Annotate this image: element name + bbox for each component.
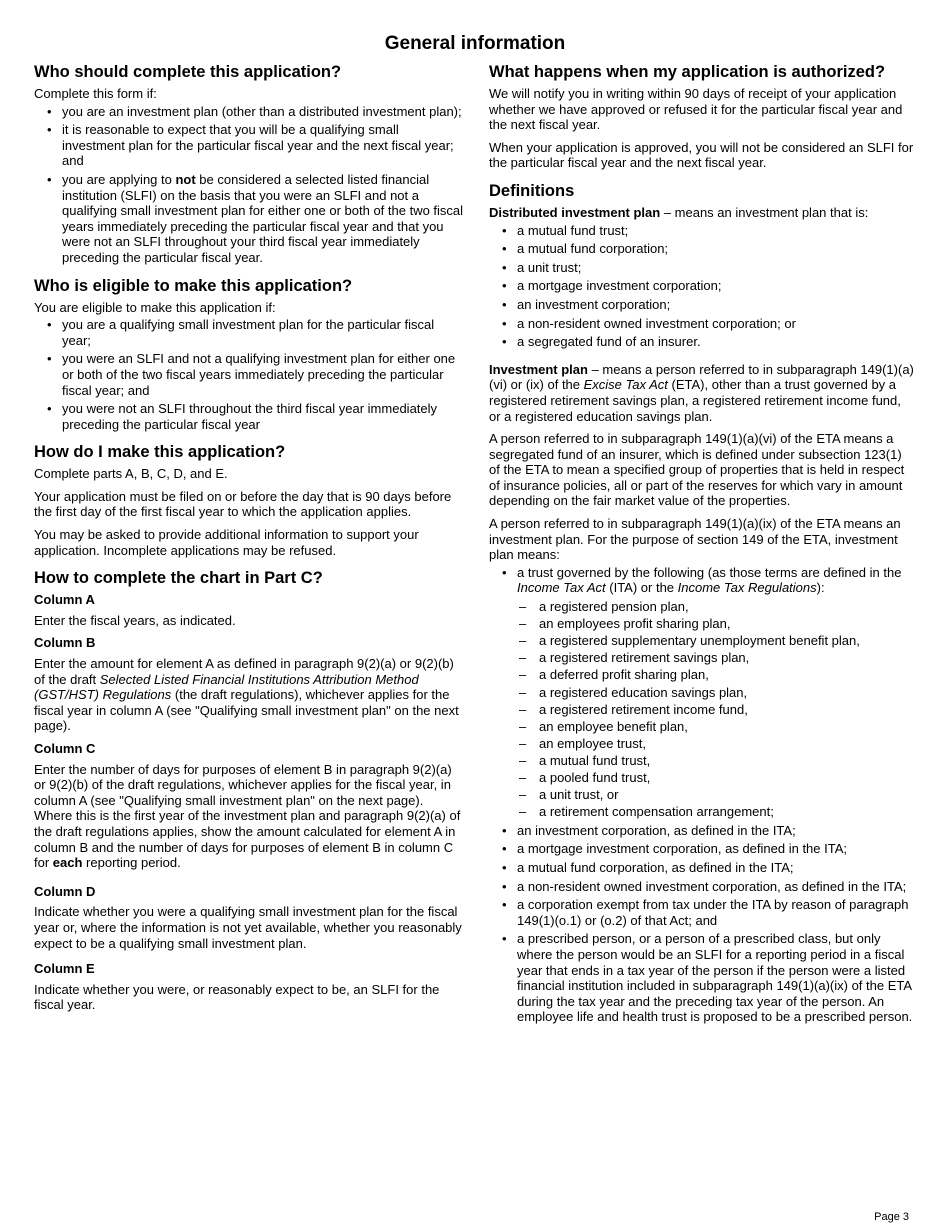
column-d-heading: Column D <box>34 883 96 899</box>
list-item: – a registered education savings plan, <box>539 685 914 701</box>
list-item: • a mutual fund corporation; <box>517 241 914 257</box>
list-item <box>517 565 914 820</box>
list-item: • a non-resident owned investment corporation; or <box>517 316 914 332</box>
list-item: – an employee benefit plan, <box>539 719 914 735</box>
list-item: – a unit trust, or <box>539 787 914 803</box>
column-e-text: Indicate whether you were, or reasonably expect to be, an SLFI for the fiscal year. <box>34 981 440 1013</box>
act-title: Income Tax Act <box>517 580 606 596</box>
left-column <box>34 62 464 1020</box>
who-eligible-intro: You are eligible to make this application if: <box>34 299 276 315</box>
column-c-text-part: Enter the number of days for purposes of element B in paragraph 9(2)(a) or 9(2)(b) of the draft regulations, whichever applies for the fiscal year, in column A (see "Qualifying small investment plan" on the next page). Where this is the first year of the investment plan and paragraph 9(2)(a) of the draft regulations applies, show the amount calculated for element A in column B and the number of days for purposes of element B in column C for <box>34 761 461 871</box>
how-chart-section <box>34 568 464 1013</box>
who-should-complete-heading: Who should complete this application? <box>34 63 342 81</box>
list-item: • a mortgage investment corporation, as defined in the ITA; <box>517 841 914 857</box>
column-a-heading: Column A <box>34 592 95 608</box>
list-item: • you were an SLFI and not a qualifying investment plan for either one or both of the two fiscal years immediately preceding the particular fiscal year; and <box>62 351 464 398</box>
column-a-text: Enter the fiscal years, as indicated. <box>34 612 236 628</box>
authorized-text: We will notify you in writing within 90 days of receipt of your application whether we have approved or refused it for the particular fiscal year and the next fiscal year. <box>489 86 903 133</box>
authorized-text: When your application is approved, you will not be considered an SLFI for the particular fiscal year and the next fiscal year. <box>489 139 914 171</box>
definition-text: – means an investment plan that is: <box>660 204 869 220</box>
how-make-text: Complete parts A, B, C, D, and E. <box>34 466 228 482</box>
list-item: • a mutual fund trust; <box>517 223 914 239</box>
who-eligible-heading: Who is eligible to make this application? <box>34 276 353 295</box>
column-e-heading: Column E <box>34 961 95 977</box>
definition-term: Investment plan <box>489 361 588 377</box>
list-item: – a retirement compensation arrangement; <box>539 804 914 820</box>
list-item: – an employee trust, <box>539 736 914 752</box>
list-item-text: ): <box>816 580 825 596</box>
distributed-investment-plan-definition <box>489 205 914 221</box>
list-item: • a prescribed person, or a person of a prescribed class, but only where the person would be an SLFI for a reporting period in a fiscal year that ends in a tax year of the person if the person were a listed financial institution included in subparagraph 149(1)(a)(ix) of the ETA during the tax year and the preceding tax year of the person. An employee life and health trust is proposed to be a prescribed person. <box>517 931 914 1025</box>
how-make-text: You may be asked to provide additional information to support your application. Incomplete applications may be refused. <box>34 527 419 558</box>
list-item-text: a trust governed by the following (as those terms are defined in the <box>517 564 902 580</box>
column-b-heading: Column B <box>34 635 96 651</box>
column-b-text-part: Enter the amount for element A as defined in paragraph 9(2)(a) or 9(2)(b) of the draft <box>34 656 454 687</box>
definition-text: – means a person referred to in subparagraph 149(1)(a)(vi) or (ix) of the <box>489 361 914 393</box>
list-item: • an investment corporation; <box>517 297 914 313</box>
list-item: – a registered retirement income fund, <box>539 702 914 718</box>
investment-plan-list <box>489 565 914 1025</box>
list-item-text: you are applying to <box>62 171 176 187</box>
act-title: Excise Tax Act <box>583 377 668 393</box>
list-item: – a mutual fund trust, <box>539 753 914 769</box>
list-item: • a corporation exempt from tax under the ITA by reason of paragraph 149(1)(o.1) or (o.2) of that Act; and <box>517 897 914 928</box>
column-c-text <box>34 762 464 871</box>
how-make-text: Your application must be filed on or before the day that is 90 days before the first day of the first fiscal year to which the application applies. <box>34 488 452 520</box>
column-b-text <box>34 656 464 734</box>
list-item: • you were not an SLFI throughout the third fiscal year immediately preceding the particular fiscal year <box>62 401 464 432</box>
trust-types-list <box>517 599 914 820</box>
definition-text: (ETA), other than a trust governed by a registered retirement savings plan, a registered retirement income fund, or a registered education savings plan. <box>489 377 901 424</box>
list-item-text: (ITA) or the <box>605 580 678 596</box>
who-should-complete-intro: Complete this form if: <box>34 86 157 101</box>
list-item: • a unit trust; <box>517 260 914 276</box>
list-item: • a mortgage investment corporation; <box>517 278 914 294</box>
definitions-heading: Definitions <box>489 181 575 200</box>
page-number: Page 3 <box>874 1211 909 1223</box>
segregated-fund-paragraph: A person referred to in subparagraph 149(1)(a)(vi) of the ETA means a segregated fund of an insurer, which is defined under subsection 123(1) of the ETA to mean a specified group of properties that is held in respect of insurance policies, all or part of the reserves for which vary in amount depending on the fair market value of the properties. <box>489 431 905 509</box>
right-column <box>489 62 914 1032</box>
who-should-complete-section <box>34 62 464 266</box>
emphasis-not: not <box>175 171 196 187</box>
how-make-heading: How do I make this application? <box>34 443 286 462</box>
authorized-section <box>489 62 914 171</box>
list-item: • a mutual fund corporation, as defined in the ITA; <box>517 860 914 876</box>
investment-plan-paragraph: A person referred to in subparagraph 149(1)(a)(ix) of the ETA means an investment plan. For the purpose of section 149 of the ETA, investment plan means: <box>489 516 901 563</box>
definition-term: Distributed investment plan <box>489 204 661 220</box>
regulations-title: Selected Listed Financial Institutions Attribution Method (GST/HST) Regulations <box>34 671 419 703</box>
column-c-heading: Column C <box>34 741 96 756</box>
page-title: General information <box>384 33 566 54</box>
column-c-text-part: reporting period. <box>82 855 181 871</box>
list-item: – a registered retirement savings plan, <box>539 650 914 666</box>
column-d-text: Indicate whether you were a qualifying small investment plan for the fiscal year or, where the information is not yet available, whether you reasonably expect to be a qualifying small investment plan. <box>34 904 462 951</box>
list-item <box>62 172 464 266</box>
list-item: – an employees profit sharing plan, <box>539 616 914 632</box>
investment-plan-definition <box>489 362 914 424</box>
who-eligible-list <box>34 317 464 432</box>
list-item: – a pooled fund trust, <box>539 770 914 786</box>
list-item-text: be considered a selected listed financial institution (SLFI) on the basis that you were an SLFI and not a qualifying small investment plan for either one or both of the two fiscal years immediately preceding the particular fiscal year and that you were not an SLFI throughout your third fiscal year immediately preceding the particular fiscal year. <box>62 171 464 265</box>
list-item: • a non-resident owned investment corporation, as defined in the ITA; <box>517 879 914 895</box>
list-item: – a registered supplementary unemployment benefit plan, <box>539 633 914 649</box>
list-item: • an investment corporation, as defined in the ITA; <box>517 823 914 839</box>
list-item: • a segregated fund of an insurer. <box>517 334 914 350</box>
who-eligible-section <box>34 276 464 433</box>
list-item: • it is reasonable to expect that you will be a qualifying small investment plan for the particular fiscal year and the next fiscal year; and <box>62 122 464 169</box>
emphasis-each: each <box>52 855 83 871</box>
authorized-heading: What happens when my application is authorized? <box>489 63 886 81</box>
regulations-title: Income Tax Regulations <box>677 580 817 596</box>
how-chart-heading: How to complete the chart in Part C? <box>34 569 323 588</box>
list-item: – a registered pension plan, <box>539 599 914 615</box>
list-item: • you are an investment plan (other than a distributed investment plan); <box>62 104 464 120</box>
list-item: • you are a qualifying small investment plan for the particular fiscal year; <box>62 317 464 348</box>
list-item: – a deferred profit sharing plan, <box>539 667 914 683</box>
column-b-text-part: (the draft regulations), whichever applies for the fiscal year in column A (see "Qualifying small investment plan" on the next page). <box>34 687 459 734</box>
who-should-complete-list <box>34 104 464 266</box>
distributed-investment-plan-list <box>489 223 914 350</box>
how-make-section <box>34 442 464 558</box>
definitions-section <box>489 181 914 1025</box>
